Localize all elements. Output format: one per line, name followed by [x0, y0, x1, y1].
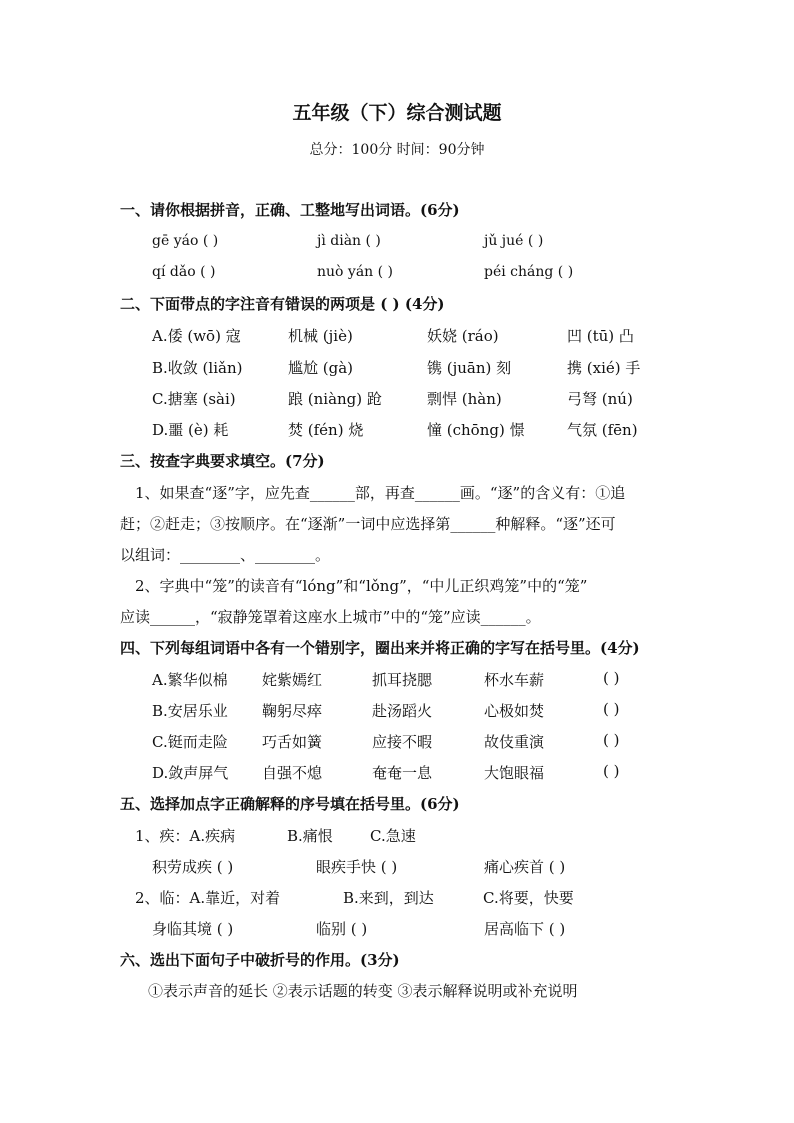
page-title: 五年级（下）综合测试题: [292, 102, 502, 124]
options-line: ①表示声音的延长 ②表示话题的转变 ③表示解释说明或补充说明: [148, 982, 578, 1000]
option-item: 焚 (fén) 烧: [288, 421, 364, 439]
word-item: A.繁华似棉: [152, 671, 228, 689]
word-item: 巧舌如簧: [262, 733, 323, 751]
section-1-heading: 一、请你根据拼音，正确、工整地写出词语。(6分): [120, 201, 460, 219]
answer-item: 身临其境 ( ): [152, 920, 234, 938]
pinyin-item: gē yáo ( ): [152, 233, 219, 249]
word-item: 心极如焚: [484, 702, 545, 720]
word-item: 大饱眼福: [484, 764, 545, 782]
option-item: A.倭 (wō) 寇: [152, 327, 241, 345]
option-item: C.搪塞 (sài): [152, 390, 236, 408]
section-3-heading: 三、按查字典要求填空。(7分): [120, 452, 325, 470]
question-text: 1、疾：A.疾病: [135, 827, 236, 845]
option-item: 气氛 (fēn): [567, 421, 638, 439]
answer-bracket: ( ): [603, 731, 620, 749]
answer-item: 临别 ( ): [316, 920, 368, 938]
question-text: B.来到，到达: [343, 889, 434, 907]
option-item: 携 (xié) 手: [567, 359, 641, 377]
word-item: 赴汤蹈火: [372, 702, 433, 720]
answer-item: 积劳成疾 ( ): [152, 858, 234, 876]
option-item: 机械 (jiè): [288, 327, 353, 345]
option-item: B.收敛 (liǎn): [152, 359, 243, 377]
question-text: C.将要，快要: [483, 889, 574, 907]
question-text: 2、字典中“笼”的读音有“lóng”和“lǒng”，“中儿正织鸡笼”中的“笼”: [135, 577, 588, 595]
word-item: 杯水车薪: [484, 671, 545, 689]
pinyin-item: qí dǎo ( ): [152, 264, 216, 280]
option-item: 凹 (tū) 凸: [567, 327, 634, 345]
section-4-heading: 四、下列每组词语中各有一个错别字，圈出来并将正确的字写在括号里。(4分): [120, 639, 640, 657]
word-item: C.铤而走险: [152, 733, 228, 751]
word-item: B.安居乐业: [152, 702, 228, 720]
option-item: 妖娆 (ráo): [427, 327, 499, 345]
pinyin-item: jǔ jué ( ): [484, 233, 544, 249]
question-text: 以组词：________、________。: [120, 546, 331, 564]
word-item: 自强不熄: [262, 764, 323, 782]
word-item: 应接不暇: [372, 733, 433, 751]
answer-bracket: ( ): [603, 669, 620, 687]
option-item: 剽悍 (hàn): [427, 390, 502, 408]
word-item: 故伎重演: [484, 733, 545, 751]
option-item: D.噩 (è) 耗: [152, 421, 229, 439]
question-text: 赶；②赶走；③按顺序。在“逐渐”一词中应选择第______种解释。“逐”还可: [120, 515, 616, 533]
section-6-heading: 六、选出下面句子中破折号的作用。(3分): [120, 951, 400, 969]
pinyin-item: jì diàn ( ): [317, 233, 381, 249]
option-item: 尴尬 (gà): [288, 359, 354, 377]
word-item: 姹紫嫣红: [262, 671, 323, 689]
question-text: 1、如果查“逐”字，应先查______部，再查______画。“逐”的含义有：①追: [135, 484, 626, 502]
answer-bracket: ( ): [603, 700, 620, 718]
word-item: 奄奄一息: [372, 764, 433, 782]
word-item: 鞠躬尽瘁: [262, 702, 323, 720]
pinyin-item: péi cháng ( ): [484, 264, 574, 280]
pinyin-item: nuò yán ( ): [317, 264, 394, 280]
option-item: 镌 (juān) 刻: [427, 359, 512, 377]
option-item: 憧 (chōng) 憬: [427, 421, 525, 439]
option-item: 踉 (niàng) 跄: [288, 390, 382, 408]
section-5-heading: 五、选择加点字正确解释的序号填在括号里。(6分): [120, 795, 460, 813]
option-item: 弓弩 (nú): [567, 390, 633, 408]
word-item: D.敛声屏气: [152, 764, 229, 782]
question-text: B.痛恨: [287, 827, 333, 845]
exam-meta: 总分：100分 时间：90分钟: [309, 142, 485, 158]
question-text: C.急速: [370, 827, 416, 845]
answer-item: 眼疾手快 ( ): [316, 858, 398, 876]
question-text: 2、临：A.靠近，对着: [135, 889, 281, 907]
answer-item: 痛心疾首 ( ): [484, 858, 566, 876]
section-2-heading: 二、下面带点的字注音有错误的两项是 ( ) (4分): [120, 295, 445, 313]
question-text: 应读______，“寂静笼罩着这座水上城市”中的“笼”应读______。: [120, 608, 541, 626]
answer-item: 居高临下 ( ): [484, 920, 566, 938]
answer-bracket: ( ): [603, 762, 620, 780]
word-item: 抓耳挠腮: [372, 671, 433, 689]
